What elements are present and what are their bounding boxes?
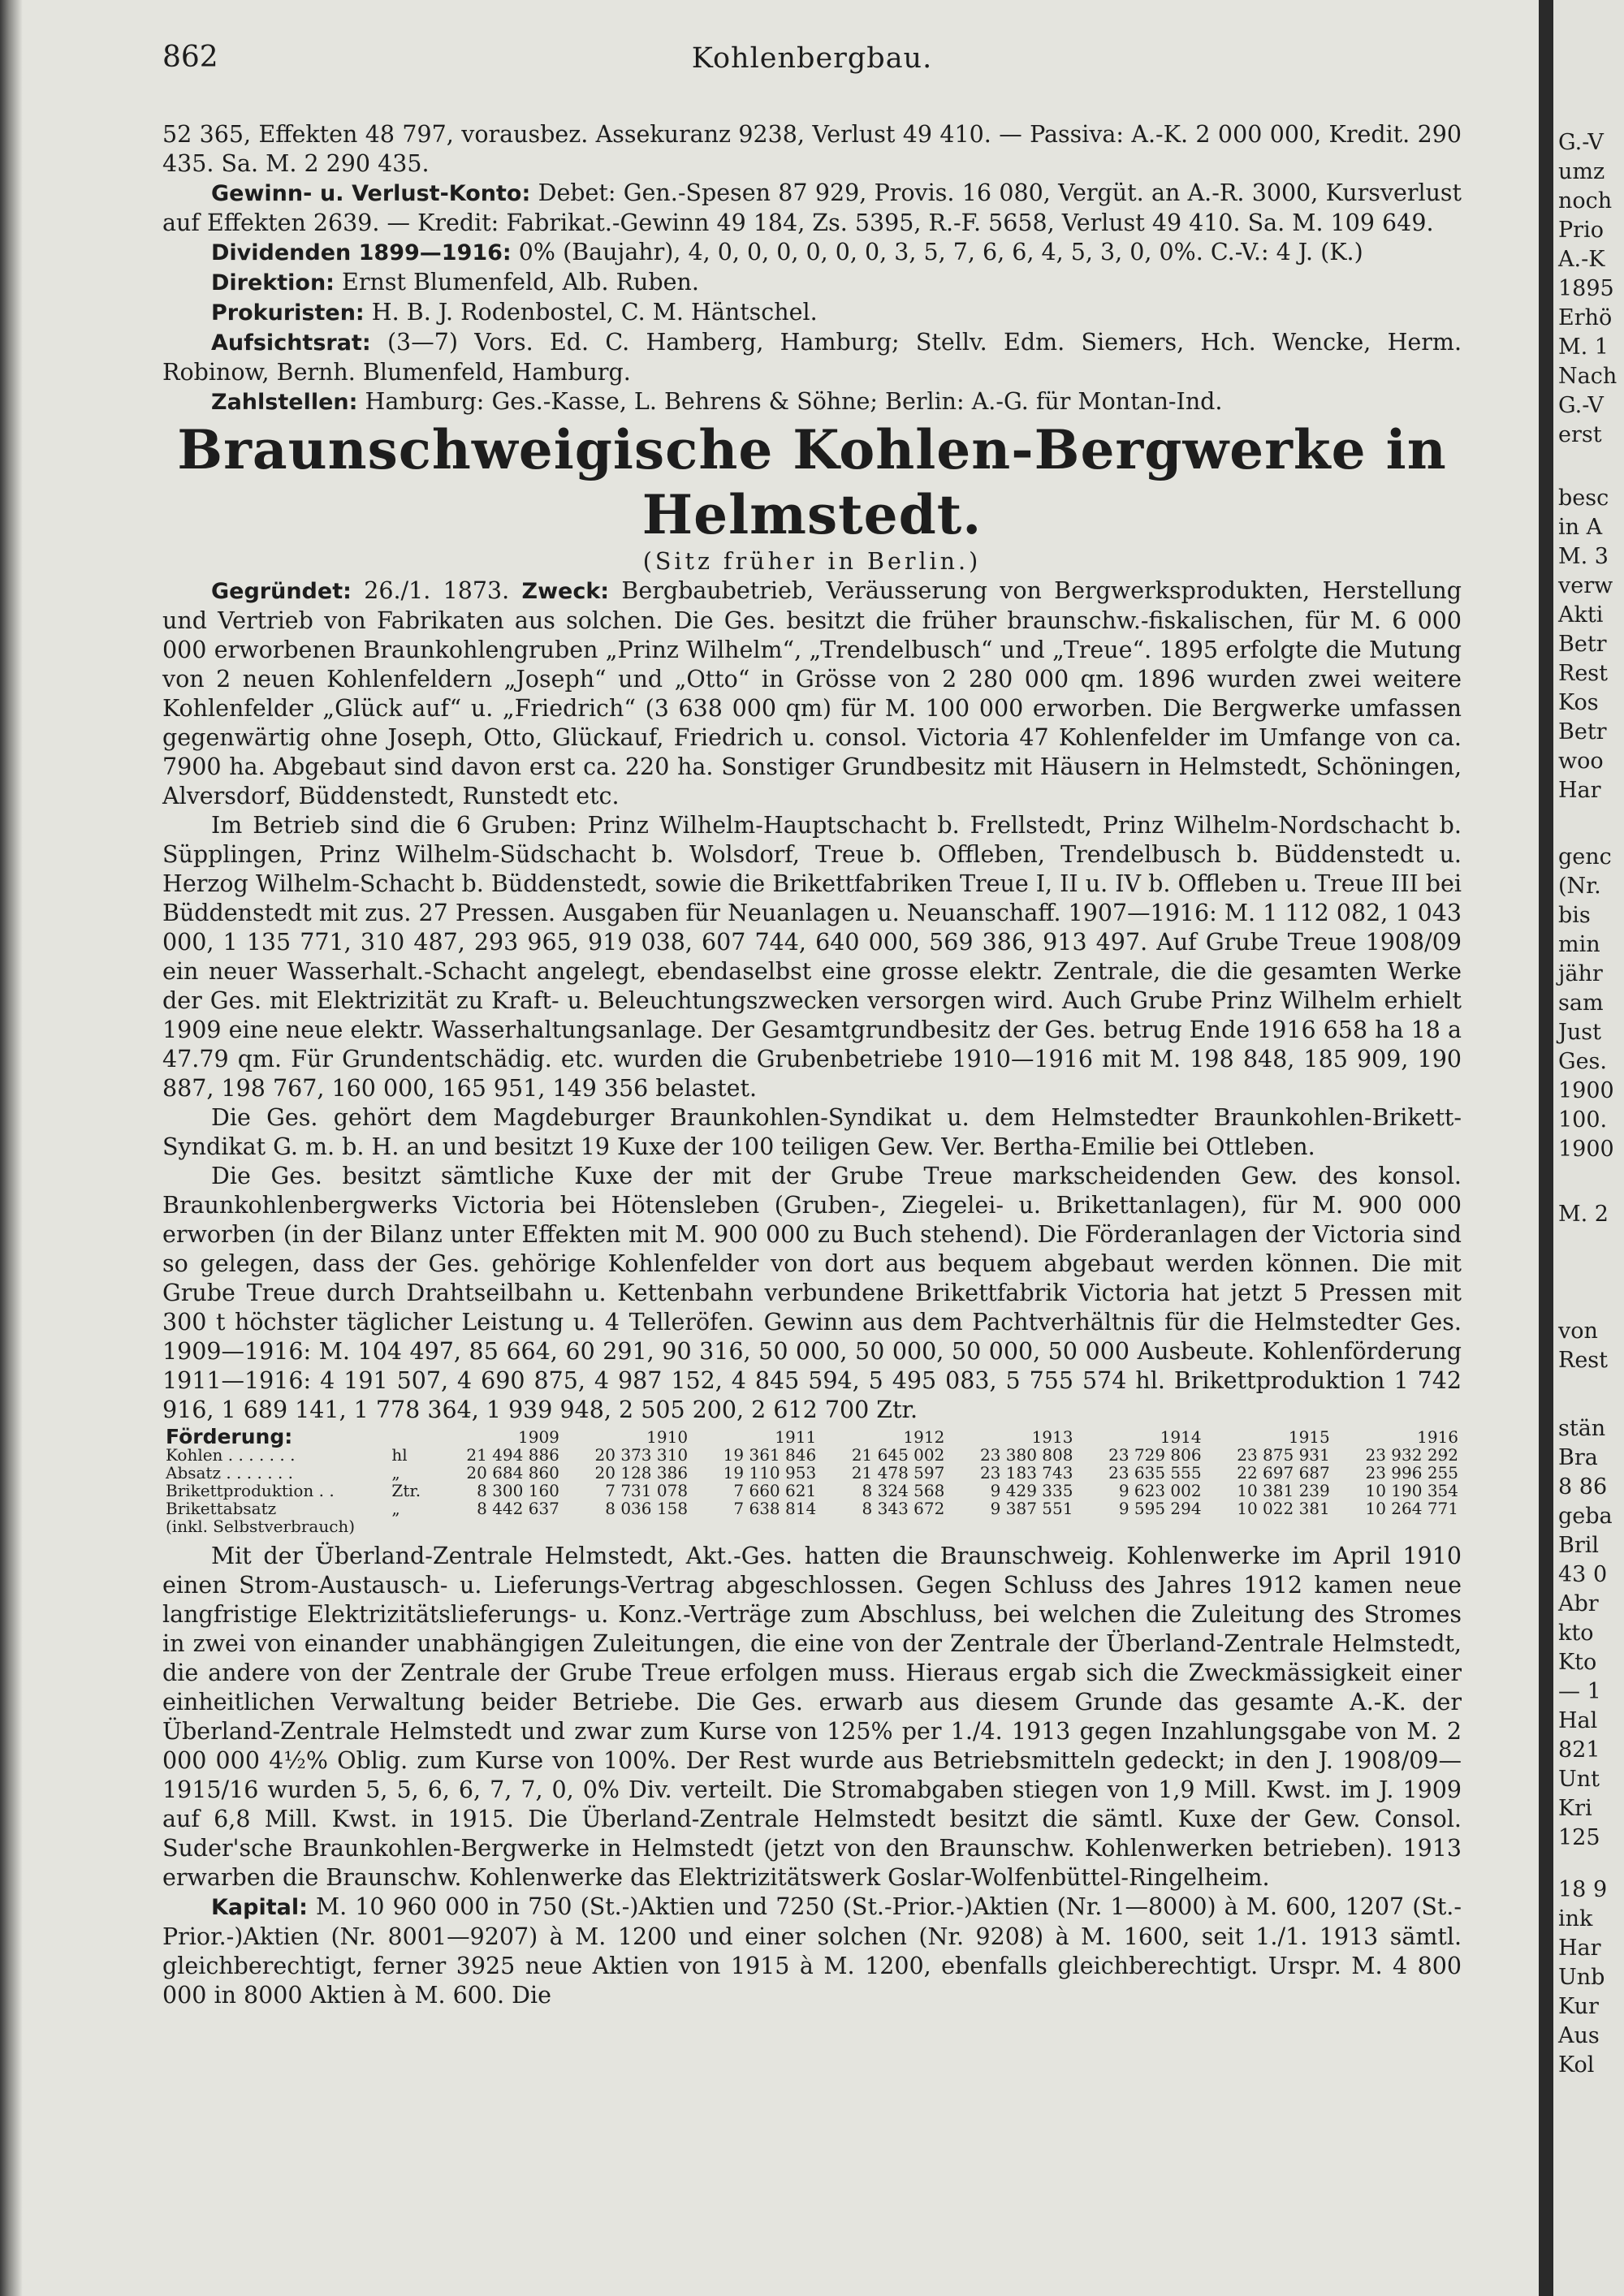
year-header: 1914 bbox=[1160, 1427, 1202, 1447]
kapital bbox=[162, 1892, 1462, 2010]
year-header: 1916 bbox=[1417, 1427, 1458, 1447]
cell: 21 494 886 bbox=[466, 1445, 559, 1465]
cell: 10 190 354 bbox=[1365, 1481, 1458, 1500]
aufsichtsrat-text: (3—7) Vors. Ed. C. Hamberg, Hamburg; Stellv. Edm. Siemers, Hch. Wencke, Herm. Robinow, Bernh. Blumenfeld, Hamburg. bbox=[162, 329, 1462, 386]
prokuristen-label: Prokuristen: bbox=[211, 300, 365, 326]
paragraph-syndikat: Die Ges. gehört dem Magdeburger Braunkohlen-Syndikat u. dem Helmstedter Braunkohlen-Brikett-Syndikat G. m. b. H. an und besitzt 19 Kuxe der 100 teiligen Gew. Ver. Bertha-Emilie bei Ottleben. bbox=[162, 1104, 1462, 1160]
next-page-fragment: 1900 bbox=[1558, 1078, 1614, 1103]
running-head: Kohlenbergbau. bbox=[691, 42, 933, 75]
next-page-fragment: Kto bbox=[1558, 1650, 1597, 1675]
next-page-fragment: M. 1 bbox=[1558, 334, 1609, 360]
table-row bbox=[162, 1500, 1462, 1517]
cell: 23 996 255 bbox=[1365, 1463, 1458, 1482]
cell: 19 110 953 bbox=[723, 1463, 817, 1482]
zweck-label: Zweck: bbox=[521, 579, 610, 604]
direktion-label: Direktion: bbox=[211, 270, 335, 296]
cell: 7 638 814 bbox=[733, 1499, 817, 1518]
cell: 23 380 808 bbox=[979, 1445, 1073, 1465]
next-page-fragment: von bbox=[1558, 1318, 1598, 1344]
cell: 8 324 568 bbox=[862, 1481, 945, 1500]
next-page-fragment: Ges. bbox=[1558, 1049, 1607, 1074]
prokuristen bbox=[162, 298, 1462, 328]
kapital-text: M. 10 960 000 in 750 (St.-)Aktien und 7250 (St.-Prior.-)Aktien (Nr. 1—8000) à M. 600, 1207 (St.-Prior.-)Aktien (Nr. 8001—9207) à M. 1200 und einer solchen (Nr. 9208) à M. 1600, seit 1./1. 1913 sämtl. gleichberechtigt, ferner 3925 neue Aktien von 1915 à M. 1200, ebenfalls gleichberechtigt. Urspr. M. 4 800 000 in 8000 Aktien à M. 600. Die bbox=[162, 1893, 1462, 2009]
next-page-fragment: Nach bbox=[1558, 364, 1618, 389]
next-page-fragment: jähr bbox=[1558, 961, 1603, 986]
next-page-fragment: Bril bbox=[1558, 1533, 1600, 1558]
next-page-fragment: Kur bbox=[1558, 1994, 1599, 2019]
next-page-fragment: Just bbox=[1558, 1020, 1601, 1045]
next-page-fragment: 18 9 bbox=[1558, 1877, 1608, 1902]
next-page-fragment: sam bbox=[1558, 990, 1604, 1016]
foerderung-table bbox=[162, 1425, 1462, 1536]
next-page-fragment: Erhö bbox=[1558, 305, 1613, 330]
dividenden-label: Dividenden 1899—1916: bbox=[211, 240, 512, 265]
cell: 20 684 860 bbox=[466, 1463, 559, 1482]
next-page-fragment: 1900 bbox=[1558, 1137, 1614, 1162]
paragraph-betrieb: Im Betrieb sind die 6 Gruben: Prinz Wilhelm-Hauptschacht b. Frellstedt, Prinz Wilhelm-Nordschacht b. Süpplingen, Prinz Wilhelm-Südschacht b. Wolsdorf, Treue b. Offleben, Trendelbusch b. Büddenstedt u. Herzog Wilhelm-Schacht b. Büddenstedt, sowie die Brikettfabriken Treue I, II u. IV b. Offleben u. Treue III bei Büddenstedt mit zus. 27 Pressen. Ausgaben für Neuanlagen u. Neuanschaff. 1907—1916: M. 1 112 082, 1 043 000, 1 135 771, 310 487, 293 965, 919 038, 607 744, 640 000, 569 386, 913 497. Auf Grube Treue 1908/09 ein neuer Wasserhalt.-Schacht angelegt, ebendaselbst eine grosse elektr. Zentrale, die die gesamten Werke der Ges. mit Elektrizität zu Kraft- u. Beleuchtungszwecken versorgen wird. Auch Grube Prinz Wilhelm erhielt 1909 eine neue elektr. Wasserhaltungsanlage. Der Gesamtgrundbesitz der Ges. betrug Ende 1916 658 ha 18 a 47.79 qm. Für Grundentschädig. etc. wurden die Grubenbetriebe 1910—1916 mit M. 198 848, 185 909, 190 887, 198 767, 160 000, 165 951, 149 356 belastet. bbox=[162, 812, 1462, 1102]
year-header: 1911 bbox=[775, 1427, 817, 1447]
cell: 10 022 381 bbox=[1237, 1499, 1330, 1518]
zahlstellen bbox=[162, 387, 1462, 417]
next-page-fragment: (Nr. bbox=[1558, 874, 1601, 899]
table-row bbox=[162, 1464, 1462, 1482]
next-page-fragment: verw bbox=[1558, 573, 1613, 598]
main-column bbox=[162, 120, 1462, 2010]
next-page-fragment: Kri bbox=[1558, 1796, 1592, 1821]
next-page-fragment: 100. bbox=[1558, 1107, 1608, 1133]
page-number: 862 bbox=[162, 41, 218, 74]
page-header bbox=[162, 41, 1462, 81]
gewinn-text: Debet: Gen.-Spesen 87 929, Provis. 16 080, Vergüt. an A.-R. 3000, Kursverlust auf Effekten 2639. — Kredit: Fabrikat.-Gewinn 49 184, Zs. 5395, R.-F. 5658, Verlust 49 410. Sa. M. 109 649. bbox=[162, 179, 1462, 236]
next-page-fragment: in A bbox=[1558, 515, 1603, 540]
next-page-fragment: Betr bbox=[1558, 632, 1607, 657]
cell: 22 697 687 bbox=[1237, 1463, 1330, 1482]
row-unit: „ bbox=[391, 1499, 400, 1518]
next-page-fragment: genc bbox=[1558, 844, 1612, 870]
cell: 8 442 637 bbox=[477, 1499, 559, 1518]
next-page-fragment: 43 0 bbox=[1558, 1562, 1608, 1587]
cell: 8 343 672 bbox=[862, 1499, 945, 1518]
next-page-edge bbox=[1553, 0, 1624, 2296]
year-header: 1913 bbox=[1031, 1427, 1073, 1447]
next-page-fragment: noch bbox=[1558, 188, 1613, 214]
cell: 9 429 335 bbox=[990, 1481, 1073, 1500]
cell: 21 478 597 bbox=[851, 1463, 945, 1482]
next-page-fragment: Unb bbox=[1558, 1965, 1605, 1990]
next-page-fragment: Prio bbox=[1558, 218, 1604, 243]
paragraph-ueberland: Mit der Überland-Zentrale Helmstedt, Akt.-Ges. hatten die Braunschweig. Kohlenwerke im April 1910 einen Strom-Austausch- u. Lieferungs-Vertrag abgeschlossen. Gegen Schluss des Jahres 1912 kamen neue langfristige Elektrizitätslieferungs- u. Konz.-Verträge zum Abschluss, bei welchen die Zuleitung des Stromes in zwei von einander unabhängigen Zuleitungen, die eine von der Zentrale der Überland-Zentrale Helmstedt, die andere von der Zentrale der Grube Treue erfolgen muss. Hieraus ergab sich die Zweckmässigkeit einer einheitlichen Verwaltung beider Betriebe. Die Ges. erwarb aus diesem Grunde das gesamte A.-K. der Überland-Zentrale Helmstedt und zwar zum Kurse von 125% per 1./4. 1913 gegen Inzahlungsgabe von M. 2 000 000 4½% Oblig. zum Kurse von 100%. Der Rest wurde aus Betriebsmitteln gedeckt; in den J. 1908/09—1915/16 wurden 5, 5, 6, 6, 7, 7, 0, 0% Div. verteilt. Die Stromabgaben stiegen von 1,9 Mill. Kwst. im J. 1909 auf 6,8 Mill. Kwst. in 1915. Die Überland-Zentrale Helmstedt besitzt die sämtl. Kuxe der Gew. Consol. Suder'sche Braunkohlen-Bergwerke in Helmstedt (jetzt von den Braunschw. Kohlenwerken betrieben). 1913 erwarben die Braunschw. Kohlenwerke das Elektrizitätswerk Goslar-Wolfenbüttel-Ringelheim. bbox=[162, 1543, 1462, 1891]
row-name: Brikettabsatz bbox=[166, 1499, 277, 1518]
next-page-fragment: woo bbox=[1558, 749, 1604, 774]
cell: 9 595 294 bbox=[1118, 1499, 1202, 1518]
zweck-text: Bergbaubetrieb, Veräusserung von Bergwerksprodukten, Herstellung und Vertrieb von Fabrikaten aus solchen. Die Ges. besitzt die früher braunschw.-fiskalischen, für M. 6 000 000 erworbenen Braunkohlengruben „Prinz Wilhelm“, „Trendelbusch“ und „Treue“. 1895 erfolgte die Mutung von 2 neuen Kohlenfeldern „Joseph“ und „Otto“ in Grösse von 2 280 000 qm. 1896 wurden zwei weitere Kohlenfelder „Glück auf“ u. „Friedrich“ (3 638 000 qm) für M. 100 000 erworben. Die Bergwerke umfassen gegenwärtig ohne Joseph, Otto, Glückauf, Friedrich u. consol. Victoria 47 Kohlenfelder im Umfange von ca. 7900 ha. Abgebaut sind davon erst ca. 220 ha. Sonstiger Grundbesitz mit Häusern in Helmstedt, Schöningen, Alversdorf, Büddenstedt, Runstedt etc. bbox=[162, 577, 1462, 809]
aufsichtsrat bbox=[162, 328, 1462, 387]
next-page-fragment: stän bbox=[1558, 1416, 1606, 1441]
foerderung-header-row bbox=[162, 1428, 1462, 1446]
cell: 9 387 551 bbox=[990, 1499, 1073, 1518]
foerderung-label: Förderung: bbox=[166, 1425, 293, 1448]
next-page-fragment: G.-V bbox=[1558, 130, 1604, 155]
cell: 7 660 621 bbox=[733, 1481, 817, 1500]
kapital-label: Kapital: bbox=[211, 1895, 308, 1920]
table-row bbox=[162, 1446, 1462, 1464]
next-page-fragment: Bra bbox=[1558, 1445, 1598, 1470]
year-header: 1912 bbox=[903, 1427, 945, 1447]
book-gutter bbox=[1539, 0, 1553, 2296]
paragraph-kuxe: Die Ges. besitzt sämtliche Kuxe der mit der Grube Treue markscheidenden Gew. des konsol. Braunkohlenbergwerks Victoria bei Hötensleben (Gruben-, Ziegelei- u. Brikettanlagen), für M. 900 000 erworben (in der Bilanz unter Effekten mit M. 900 000 zu Buch stehend). Die Förderanlagen der Victoria sind so gelegen, dass der Ges. gehörige Kohlenfelder von dort aus bequem abgebaut werden können. Die mit Grube Treue durch Drahtseilbahn u. Kettenbahn verbundene Brikettfabrik Victoria hat jetzt 5 Pressen mit 300 t höchster täglicher Leistung u. 4 Telleröfen. Gewinn aus dem Pachtverhältnis für die Helmstedter Ges. 1909—1916: M. 104 497, 85 664, 60 291, 90 316, 50 000, 50 000, 50 000, 50 000 Ausbeute. Kohlenförderung 1911—1916: 4 191 507, 4 690 875, 4 987 152, 4 845 594, 5 495 083, 5 755 574 hl. Brikettproduktion 1 742 916, 1 689 141, 1 778 364, 1 939 948, 2 505 200, 2 612 700 Ztr. bbox=[162, 1163, 1462, 1423]
next-page-fragment: Har bbox=[1558, 1936, 1601, 1961]
row-name: Brikettproduktion . . bbox=[166, 1481, 335, 1500]
next-page-fragment: ink bbox=[1558, 1906, 1593, 1931]
table-footnote: (inkl. Selbstverbrauch) bbox=[166, 1517, 356, 1536]
company-title: Braunschweigische Kohlen-Bergwerke in Helmstedt. bbox=[177, 418, 1447, 546]
gegruendet-text: 26./1. 1873. bbox=[364, 577, 510, 604]
next-page-fragment: Rest bbox=[1558, 1348, 1609, 1373]
row-name: Absatz . . . . . . . bbox=[166, 1463, 294, 1482]
cell: 23 729 806 bbox=[1108, 1445, 1202, 1465]
cell: 19 361 846 bbox=[723, 1445, 817, 1465]
next-page-fragment: Har bbox=[1558, 778, 1601, 803]
next-page-fragment: A.-K bbox=[1558, 247, 1605, 272]
cell: 10 381 239 bbox=[1237, 1481, 1330, 1500]
next-page-fragment: Kos bbox=[1558, 690, 1599, 715]
next-page-fragment: Rest bbox=[1558, 661, 1609, 686]
cell: 21 645 002 bbox=[851, 1445, 945, 1465]
next-page-fragment: G.-V bbox=[1558, 393, 1604, 418]
direktion-text: Ernst Blumenfeld, Alb. Ruben. bbox=[342, 269, 699, 296]
next-page-fragment: M. 2 bbox=[1558, 1202, 1609, 1227]
cell: 8 300 160 bbox=[477, 1481, 559, 1500]
row-unit: Ztr. bbox=[391, 1481, 421, 1500]
dividenden-text: 0% (Baujahr), 4, 0, 0, 0, 0, 0, 0, 3, 5, 7, 6, 6, 4, 5, 3, 0, 0%. C.-V.: 4 J. (K.) bbox=[518, 239, 1363, 265]
next-page-fragment: 125 bbox=[1558, 1825, 1600, 1850]
unit-header bbox=[388, 1428, 434, 1446]
next-page-fragment: Betr bbox=[1558, 719, 1607, 744]
balance-continuation: 52 365, Effekten 48 797, vorausbez. Assekuranz 9238, Verlust 49 410. — Passiva: A.-K. 2 000 000, Kredit. 290 435. Sa. M. 2 290 435. bbox=[162, 121, 1462, 177]
next-page-fragment: Kol bbox=[1558, 2052, 1595, 2078]
next-page-fragment: geba bbox=[1558, 1504, 1613, 1529]
cell: 7 731 078 bbox=[605, 1481, 689, 1500]
zahlstellen-label: Zahlstellen: bbox=[211, 390, 358, 415]
cell: 23 932 292 bbox=[1365, 1445, 1458, 1465]
next-page-fragment: Hal bbox=[1558, 1708, 1598, 1733]
direktion bbox=[162, 268, 1462, 298]
gewinn-label: Gewinn- u. Verlust-Konto: bbox=[211, 181, 531, 206]
zahlstellen-text: Hamburg: Ges.-Kasse, L. Behrens & Söhne; Berlin: A.-G. für Montan-Ind. bbox=[365, 388, 1223, 415]
cell: 8 036 158 bbox=[605, 1499, 689, 1518]
company-subtitle: (Sitz früher in Berlin.) bbox=[642, 548, 982, 575]
row-name: Kohlen . . . . . . . bbox=[166, 1445, 296, 1465]
next-page-fragment: bis bbox=[1558, 903, 1591, 928]
year-header: 1909 bbox=[518, 1427, 559, 1447]
next-page-fragment: besc bbox=[1558, 486, 1609, 511]
next-page-fragment: umz bbox=[1558, 159, 1605, 184]
next-page-fragment: 1895 bbox=[1558, 276, 1614, 301]
next-page-fragment: Unt bbox=[1558, 1767, 1600, 1792]
cell: 23 183 743 bbox=[979, 1463, 1073, 1482]
cell: 23 875 931 bbox=[1237, 1445, 1330, 1465]
next-page-fragment: — 1 bbox=[1558, 1679, 1601, 1704]
year-header: 1910 bbox=[646, 1427, 689, 1447]
next-page-fragment: kto bbox=[1558, 1621, 1594, 1646]
table-row bbox=[162, 1482, 1462, 1500]
year-header: 1915 bbox=[1288, 1427, 1330, 1447]
page-left-edge-shadow bbox=[0, 0, 23, 2296]
row-unit: hl bbox=[391, 1445, 408, 1465]
next-page-fragment: Aus bbox=[1558, 2023, 1600, 2048]
cell: 20 128 386 bbox=[594, 1463, 689, 1482]
next-page-fragment: min bbox=[1558, 932, 1600, 957]
next-page-fragment: Akti bbox=[1558, 602, 1604, 628]
table-row bbox=[162, 1517, 1462, 1535]
cell: 23 635 555 bbox=[1108, 1463, 1202, 1482]
aufsichtsrat-label: Aufsichtsrat: bbox=[211, 330, 371, 356]
next-page-fragment: 821 bbox=[1558, 1737, 1600, 1763]
gruendung-zweck bbox=[162, 576, 1462, 811]
cell: 10 264 771 bbox=[1365, 1499, 1458, 1518]
next-page-fragment: Abr bbox=[1558, 1591, 1599, 1616]
dividenden bbox=[162, 238, 1462, 268]
next-page-fragment: erst bbox=[1558, 422, 1602, 447]
cell: 20 373 310 bbox=[594, 1445, 689, 1465]
next-page-fragment: 8 86 bbox=[1558, 1474, 1608, 1500]
prokuristen-text: H. B. J. Rodenbostel, C. M. Häntschel. bbox=[371, 299, 818, 326]
next-page-fragment: M. 3 bbox=[1558, 544, 1609, 569]
gegruendet-label: Gegründet: bbox=[211, 579, 352, 604]
cell: 9 623 002 bbox=[1118, 1481, 1202, 1500]
row-unit: „ bbox=[391, 1463, 400, 1482]
gewinn-konto bbox=[162, 179, 1462, 238]
